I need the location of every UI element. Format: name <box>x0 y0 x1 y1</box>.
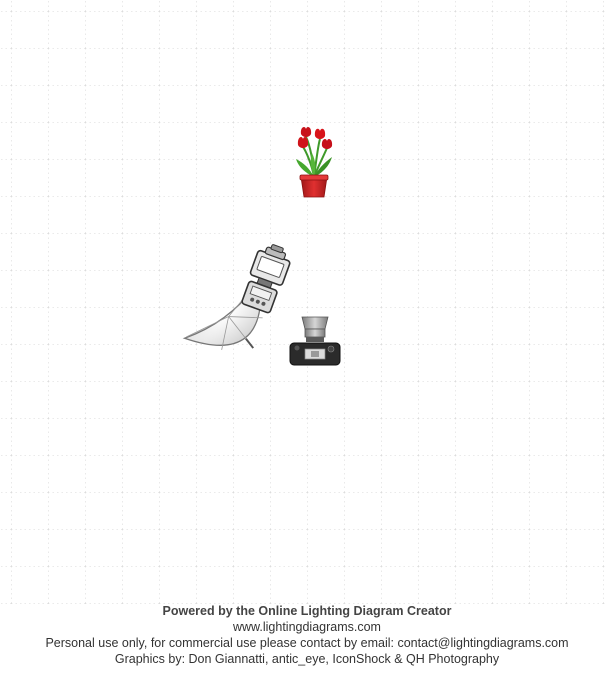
powered-by-text: Powered by the Online Lighting Diagram Creator <box>162 604 452 618</box>
footer <box>0 603 614 667</box>
license-text: Personal use only, for commercial use please contact by email: contact@lightingdiagrams.com <box>45 636 569 650</box>
website-link[interactable]: www.lightingdiagrams.com <box>233 620 381 634</box>
credits-text: Graphics by: Don Giannatti, antic_eye, IconShock & QH Photography <box>114 652 500 666</box>
